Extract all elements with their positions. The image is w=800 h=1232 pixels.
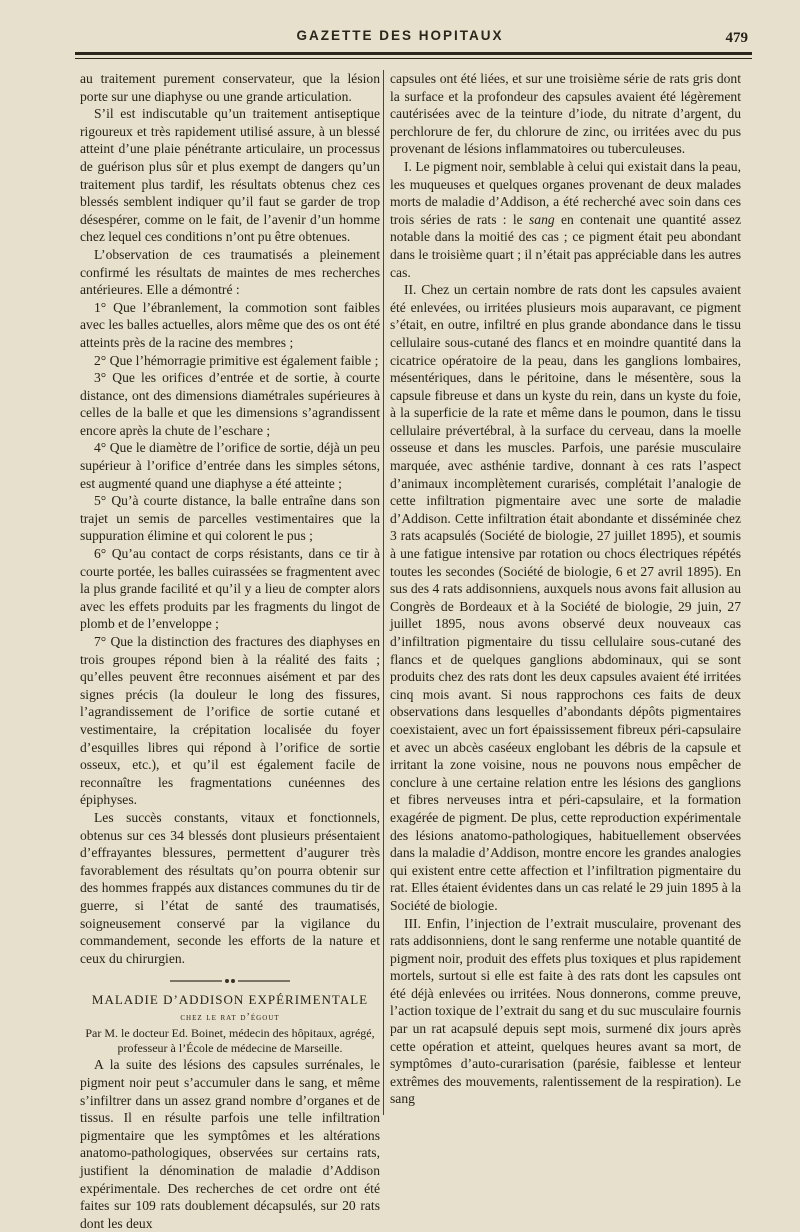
header-rule-thick xyxy=(75,52,752,55)
paragraph: capsules ont été liées, et sur une troisième série de rats gris dont la surface et la profondeur des capsules avaient été légèrement cautérisées avec de la teinture d’iode, du nitrate d’argent, du perchlorure de fer, du chlorure de zinc, ou irritées avec du pus provenant de lésions inflammatoires ou tuberculeuses. xyxy=(390,71,741,157)
article-byline: Par M. le docteur Ed. Boinet, médecin des hôpitaux, agrégé, professeur à l’École de médecine de Marseille. xyxy=(85,1026,375,1056)
paragraph: III. Enfin, l’injection de l’extrait musculaire, provenant des rats addisonniens, dont le sang renferme une notable quantité de pigment noir, produit des effets plus toxiques et plus rapidement mortels, surtout si elle est faite à des rats dont les capsules ont été déjà enlevées ou irritées. Nous donnerons, comme preuve, l’action toxique de l’extrait du sang et du suc musculaire fournis par un rat acapsulé depuis sept mois, surmené dix jours après cette opération et atteint, quelques heures avant sa mort, de symptômes d’auto-curarisation (parésie, faiblesse et lenteur extrêmes des mouvements, ralentissement de la respiration). Le sang xyxy=(390,915,741,1107)
paragraph-text: en contenait une quantité assez notable dans la moitié des cas ; ce pigment était peu abondant dans le troisième quart ; il n’était pas appréciable dans les autres cas. xyxy=(390,211,741,280)
list-item: 5° Qu’à courte distance, la balle entraîne dans son trajet un semis de parcelles vestimentaires que la suppuration élimine et qui colorent le pus ; xyxy=(80,493,380,544)
paragraph: II. Chez un certain nombre de rats dont les capsules avaient été enlevées, ou irritées plusieurs mois auparavant, ce pigment s’était, en outre, infiltré en plus grande abondance dans le tissu cellulaire sous-cutané des flancs et en moindre quantité dans la cicatrice opératoire de la peau, dans les ganglions lombaires, mésentériques, dans le péritoine, dans le mésentère, sous la capsule fibreuse et dans un kyste du rein, dans un kyste du foie, à la superficie de la rate et même dans le poumon, dans le tissu cellulaire prévertébral, à la surface du cerveau, dans la moelle osseuse et dans les muscles. Parfois, une parésie musculaire marquée, avec asthénie tardive, donnant à ces rats l’aspect d’animaux incomplètement curarisés, complétait l’analogie de cette infiltration pigmentaire avec une sorte de maladie d’Addison. Cette infiltration était abondante et disséminée chez 3 rats acapsulés (Société de biologie, 27 juillet 1895), et soumis à une fatigue intensive par rotation ou chocs électriques répétés toutes les secondes (Société de biologie, 6 et 27 avril 1895). En sus des 4 rats addisonniens, auxquels nous avons fait allusion au Congrès de Bordeaux et à la Société de biologie, 29 juin, 27 juillet 1895, nous avons observé deux nouveaux cas d’infiltration pigmentaire du tissu cellulaire sous-cutané des flancs et de quelques ganglions abdominaux, qui se sont produits chez des rats dont les deux capsules avaient été irritées cinq mois avant. Si nous rapprochons ces faits de deux observations dans lesquelles d’abondants dépôts pigmentaires coexistaient, avec un fort épaississement fibreux péri-capsulaire et avec un abcès caséeux englobant les débris de la capsule et irritant la zone voisine, nous ne pouvons nous empêcher de conclure à une certaine relation entre les lésions des ganglions et fibres nerveuses intra et péri-capsulaire, et la formation exagérée de pigment. De plus, cette reproduction expérimentale des lésions anatomo-pathologiques, habituellement observées dans la maladie d’Addison, montre encore les grandes analogies qui existent entre cette affection et l’infiltration pigmentaire du rat. Elles étaient évidentes dans un cas relaté le 29 juin 1895 à la Société de biologie. xyxy=(390,282,741,913)
article-subtitle: chez le rat d’égout xyxy=(180,1011,280,1023)
header-rule-thin xyxy=(75,58,752,59)
emphasis-text: sang xyxy=(529,211,555,227)
paragraph-text: I. Le pigment noir, semblable à celui qui existait dans la peau, les muqueuses et quelques organes provenant de deux malades morts de maladie d’Addison, a été recherché avec soin dans ces trois séries de rats : le xyxy=(390,158,741,227)
page-number: 479 xyxy=(725,30,748,46)
article-title: MALADIE D’ADDISON EXPÉRIMENTALE xyxy=(91,992,369,1008)
list-item: 2° Que l’hémorragie primitive est également faible ; xyxy=(94,352,379,368)
list-item: 3° Que les orifices d’entrée et de sortie, à courte distance, ont des dimensions diamétrales supérieures à celles de la balle et que les dimensions s’agrandissent encore après la chute de l’eschare ; xyxy=(80,370,380,438)
paragraph: au traitement purement conservateur, que la lésion porte sur une diaphyse ou une grande articulation. xyxy=(80,71,380,104)
right-column xyxy=(390,70,741,1108)
paragraph: Les succès constants, vitaux et fonctionnels, obtenus sur ces 34 blessés dont plusieurs présentaient d’effrayantes blessures, permettent d’augurer très favorablement des résultats qu’on pourra obtenir sur des hommes frappés aux distances communes du tir de guerre, si l’état de santé des traumatisés, soigneusement conservé par la vigilance du commandement, seconde les efforts de la nature et ceux du chirurgien. xyxy=(80,809,380,966)
list-item: 6° Qu’au contact de corps résistants, dans ce tir à courte portée, les balles cuirassées se fragmentent avec la plus grande facilité et qu’il y a lieu de compter alors avec les effets produits par les fragments du lingot de plomb et de l’enveloppe ; xyxy=(80,546,380,632)
paragraph xyxy=(390,158,741,281)
list-item: 4° Que le diamètre de l’orifice de sortie, déjà un peu supérieur à l’orifice d’entrée dans les simples sétons, est augmenté quand une diaphyse a été atteinte ; xyxy=(80,440,380,491)
list-item: 7° Que la distinction des fractures des diaphyses en trois groupes répond bien à la réalité des faits ; qu’elles peuvent être reconnues aisément et par des signes précis (la douleur le long des fissures, l’agrandissement de l’orifice de sortie cutané et vestimentaire, la crépitation localisée du foyer d’esquilles libres qui répond à l’orifice de sortie osseux, etc.), et qu’il est également facile de reconnaître les fragmentations cunéennes des épiphyses. xyxy=(80,634,380,808)
journal-title: GAZETTE DES HOPITAUX xyxy=(296,28,504,43)
left-column xyxy=(80,70,380,1232)
ornament-divider xyxy=(170,977,290,985)
list-item: 1° Que l’ébranlement, la commotion sont faibles avec les balles actuelles, alors même que des os ont été atteints près de la racine des membres ; xyxy=(80,299,380,350)
paragraph: A la suite des lésions des capsules surrénales, le pigment noir peut s’accumuler dans le sang, et même s’infiltrer dans un assez grand nombre d’organes et de tissus. Il en résulte parfois une telle infiltration pigmentaire que les symptômes et les altérations anatomo-pathologiques, observées sur certains rats, justifient la dénomination de maladie d’Addison expérimentale. Des recherches de cet ordre ont été faites sur 109 rats doublement décapsulés, sur 20 rats dont les deux xyxy=(80,1057,380,1231)
column-divider xyxy=(383,70,384,1115)
paragraph: L’observation de ces traumatisés a pleinement confirmé les résultats de maintes de mes recherches antérieures. Elle a démontré : xyxy=(80,246,380,298)
paragraph: S’il est indiscutable qu’un traitement antiseptique rigoureux et très rapidement utilisé assure, à un blessé atteint d’une plaie pénétrante articulaire, un processus de guérison plus sûr et plus exempt de dangers qu’un traitement plus tardif, les résultats obtenus chez ces blessés semblent indiquer qu’il faut se garder de trop désespérer, comme on le fait, de l’avenir d’un homme chez lequel ces conditions n’ont pu être obtenues. xyxy=(80,106,380,245)
